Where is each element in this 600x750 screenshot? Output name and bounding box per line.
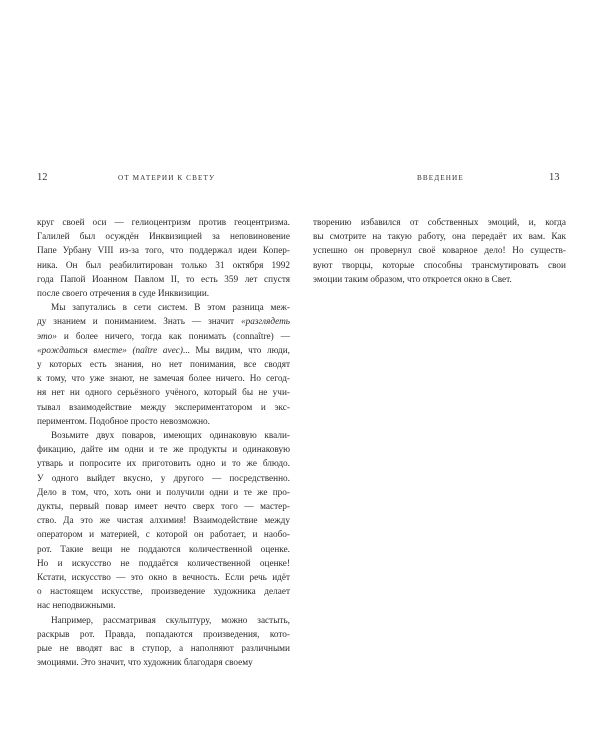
left-text-line: Дело в том, что, хоть они и получили одни и те же про-	[37, 487, 290, 498]
left-text-line: это» и более ничего, тогда как понимать (connaître) —	[37, 331, 290, 342]
left-text-line: У одного выйдет вкусно, у другого — посредственно.	[37, 473, 290, 484]
left-text-line: Возьмите двух поваров, имеющих одинаковую квали-	[51, 431, 290, 442]
left-text-line: после своего отречения в суде Инквизиции.	[37, 289, 210, 300]
left-page-number: 12	[37, 172, 48, 183]
left-text-line: Кстати, искусство — это окно в вечность. Если речь идёт	[37, 573, 290, 584]
left-text-line: к тому, что уже знают, не замечая более ничего. Но сегод-	[37, 374, 290, 385]
left-text-line: ду знанием и пониманием. Знать — значит «разглядеть	[37, 317, 290, 328]
left-text-line: ника. Он был реабилитирован только 31 октября 1992	[37, 260, 290, 271]
left-page-text	[37, 216, 290, 671]
right-text-line: эмоции таким образом, что откроется окно в Свет.	[313, 274, 512, 285]
left-text-line: круг своей оси — гелиоцентризм против геоцентризма.	[37, 218, 290, 228]
left-paragraph	[37, 614, 290, 671]
left-text-line: эмоциями. Это значит, что художник благодаря своему	[37, 658, 253, 669]
left-paragraph	[37, 216, 290, 301]
left-text-line: ство. Да это же чистая алхимия! Взаимодействие между	[37, 516, 290, 527]
left-text-line: Галилей был осуждён Инквизицией за неповиновение	[37, 232, 290, 243]
left-text-line: периментом. Подобное просто невозможно.	[37, 416, 210, 427]
left-text-line: дукты, первый повар имеет нечто сверх того — мастер-	[37, 502, 290, 513]
left-text-line: фикацию, дайте им одни и те же продукты и одинаковую	[37, 445, 290, 456]
left-paragraph	[37, 301, 290, 429]
left-text-line: рые не вводят вас в ступор, а наполняют различными	[37, 644, 290, 655]
left-running-head: ОТ МАТЕРИИ К СВЕТУ	[118, 174, 216, 182]
right-running-head: ВВЕДЕНИЕ	[417, 174, 464, 182]
left-text-line: тывал взаимодействие между экспериментатором и экс-	[37, 402, 290, 413]
left-text-line: рот. Такие вещи не поддаются количественной оценке.	[37, 544, 290, 555]
right-page-number: 13	[549, 172, 560, 183]
right-text-line: творению избавился от собственных эмоций, и, когда	[313, 218, 566, 228]
left-text-line: ня нет ни одного серьёзного учёного, который бы не учи-	[37, 388, 290, 399]
left-text-line: Например, рассматривая скульптуру, можно застыть,	[51, 615, 290, 626]
left-text-line: утварь и попросите их приготовить одно и то же блюдо.	[37, 459, 290, 470]
left-text-line: «рождаться вместе» (naître avec)... Мы видим, что люди,	[37, 345, 290, 356]
left-text-line: Папе Урбану VIII из-за того, что поддержал идеи Копер-	[37, 246, 290, 257]
right-page-text	[313, 216, 566, 287]
left-text-line: оператором и материей, с которой он работает, и наобо-	[37, 530, 290, 541]
right-text-line: вы смотрите на такую работу, она передаёт их вам. Как	[313, 232, 566, 243]
left-text-line: нас неподвижными.	[37, 601, 116, 612]
left-text-line: у которых есть знания, но нет понимания, все сводят	[37, 360, 290, 371]
left-text-line: Но и искусство не поддаётся количественной оценке!	[37, 558, 290, 569]
left-paragraph	[37, 429, 290, 614]
left-text-line: о настоящем искусстве, произведение художника делает	[37, 587, 290, 598]
right-text-line: вуют творцы, которые способны трансмутировать свои	[313, 260, 566, 271]
left-text-line: Мы запутались в сети систем. В этом разница меж-	[51, 303, 290, 314]
left-text-line: года Папой Иоанном Павлом II, то есть 359 лет спустя	[37, 274, 290, 285]
right-text-line: успешно он провернул своё коварное дело! Но существ-	[313, 246, 566, 257]
left-text-line: раскрыв рот. Правда, попадаются произведения, кото-	[37, 629, 290, 640]
right-paragraph	[313, 216, 566, 287]
